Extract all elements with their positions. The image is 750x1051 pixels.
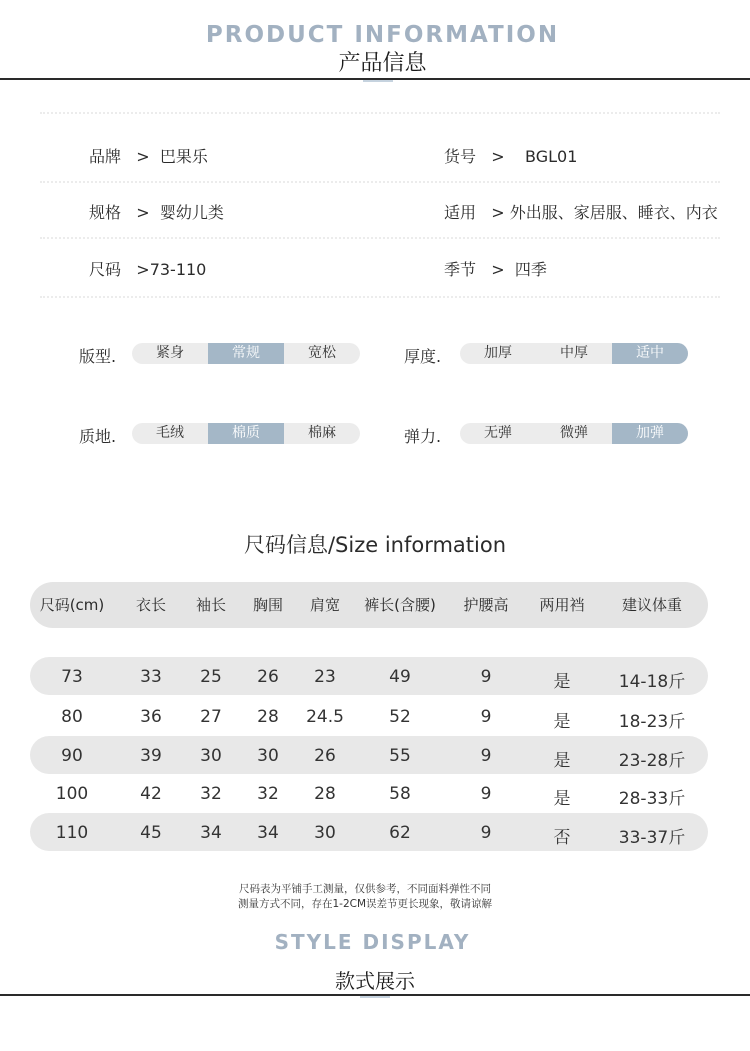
table-cell: 73 (61, 667, 83, 687)
table-cell: 9 (480, 746, 492, 766)
elasticity-option: 加弹 (612, 423, 688, 444)
table-cell: 14-18斤 (618, 672, 686, 692)
column-header: 裤长(含腰) (364, 596, 436, 614)
info-label: 适用 (444, 203, 477, 222)
info-label: 品牌 (89, 147, 122, 166)
table-cell: 32 (200, 784, 222, 804)
arrow-icon: > (491, 203, 505, 222)
arrow-icon: > (136, 147, 150, 166)
column-header: 袖长 (195, 596, 226, 614)
size-info-title: 尺码信息/Size information (243, 533, 507, 557)
info-label: 货号 (444, 147, 477, 166)
table-cell: 32 (257, 784, 279, 804)
table-cell: 26 (314, 746, 336, 766)
info-value: 外出服、家居服、睡衣、内衣 (509, 203, 718, 222)
table-cell: 80 (61, 707, 83, 727)
elasticity-option: 微弹 (560, 425, 588, 441)
table-cell: 9 (480, 707, 492, 727)
table-cell: 30 (257, 746, 279, 766)
arrow-icon: > (491, 147, 505, 166)
note-line: 测量方式不同，存在1-2CM误差节更长现象，敬请谅解 (237, 898, 493, 910)
info-label: 尺码 (89, 260, 122, 279)
dotted-divider (40, 181, 720, 183)
dotted-divider (40, 112, 720, 114)
table-cell: 33 (140, 667, 162, 687)
column-header: 肩宽 (309, 596, 340, 614)
table-cell: 42 (140, 784, 162, 804)
fit-option: 常规 (208, 343, 284, 364)
table-cell: 49 (389, 667, 411, 687)
table-cell: 26 (257, 667, 279, 687)
table-cell: 24.5 (306, 707, 344, 727)
texture-option: 毛绒 (156, 425, 184, 441)
info-label: 规格 (89, 203, 122, 222)
elasticity-selector (460, 423, 688, 444)
style-display-title-zh: 款式展示 (335, 969, 415, 993)
table-cell: 是 (553, 712, 571, 732)
table-cell: 18-23斤 (618, 712, 686, 732)
table-cell: 62 (389, 823, 411, 843)
elasticity-label: 弹力. (404, 427, 442, 446)
column-header: 衣长 (135, 596, 166, 614)
table-cell: 否 (553, 828, 571, 848)
thickness-selector (460, 343, 688, 364)
table-cell: 9 (480, 667, 492, 687)
table-cell: 28 (257, 707, 279, 727)
thickness-option: 适中 (612, 343, 688, 364)
info-item-no (444, 144, 577, 167)
thickness-option: 中厚 (560, 345, 588, 361)
column-header: 胸围 (252, 596, 283, 614)
note-line: 尺码表为平铺手工测量，仅供参考，不同面料弹性不同 (239, 883, 491, 895)
info-label: 季节 (444, 260, 477, 279)
fit-option: 宽松 (308, 345, 336, 361)
table-cell: 55 (389, 746, 411, 766)
thickness-option: 加厚 (484, 345, 512, 361)
section-title-zh: 产品信息 (338, 51, 427, 76)
elasticity-option: 无弹 (484, 425, 512, 441)
table-cell: 9 (480, 823, 492, 843)
arrow-icon: > (136, 203, 150, 222)
table-cell: 9 (480, 784, 492, 804)
table-cell: 52 (389, 707, 411, 727)
table-cell: 23 (314, 667, 336, 687)
table-cell: 110 (55, 823, 89, 843)
table-cell: 36 (140, 707, 162, 727)
info-season (444, 257, 547, 280)
column-header: 尺码(cm) (39, 596, 105, 614)
table-cell: 是 (553, 672, 571, 692)
info-value: BGL01 (525, 147, 578, 166)
texture-label: 质地. (79, 427, 117, 446)
info-value: 巴果乐 (159, 147, 208, 166)
info-spec (89, 200, 224, 223)
texture-option: 棉麻 (308, 425, 336, 441)
table-cell: 是 (553, 789, 571, 809)
table-cell: 33-37斤 (618, 828, 686, 848)
texture-selector (132, 423, 360, 444)
table-cell: 25 (200, 667, 222, 687)
column-header: 护腰高 (463, 596, 509, 614)
texture-option: 棉质 (208, 423, 284, 444)
style-display-accent-mark (360, 996, 390, 998)
info-value: 四季 (514, 260, 547, 279)
table-cell: 27 (200, 707, 222, 727)
table-cell: 30 (314, 823, 336, 843)
table-cell: 90 (61, 746, 83, 766)
table-cell: 34 (200, 823, 222, 843)
table-cell: 39 (140, 746, 162, 766)
style-display-title-en: STYLE DISPLAY (274, 930, 471, 954)
dotted-divider (40, 296, 720, 298)
column-header: 建议体重 (621, 596, 682, 614)
table-cell: 58 (389, 784, 411, 804)
table-cell: 28-33斤 (618, 789, 686, 809)
arrow-icon: > (136, 260, 150, 279)
table-cell: 是 (553, 751, 571, 771)
info-size (89, 257, 206, 280)
table-cell: 23-28斤 (618, 751, 686, 771)
fit-selector (132, 343, 360, 364)
info-brand (89, 144, 208, 167)
table-cell: 30 (200, 746, 222, 766)
fit-option: 紧身 (156, 345, 184, 361)
info-usage (444, 200, 718, 223)
table-cell: 34 (257, 823, 279, 843)
table-cell: 100 (55, 784, 89, 804)
info-value: 婴幼儿类 (159, 203, 224, 222)
column-header: 两用裆 (539, 596, 585, 614)
table-cell: 45 (140, 823, 162, 843)
measurement-note (0, 882, 730, 912)
dotted-divider (40, 237, 720, 239)
thickness-label: 厚度. (404, 347, 442, 366)
section-title-en: PRODUCT INFORMATION (205, 22, 560, 48)
info-value: 73-110 (149, 260, 207, 279)
table-cell: 28 (314, 784, 336, 804)
fit-label: 版型. (79, 347, 117, 366)
header-accent-mark (363, 80, 393, 82)
arrow-icon: > (491, 260, 505, 279)
